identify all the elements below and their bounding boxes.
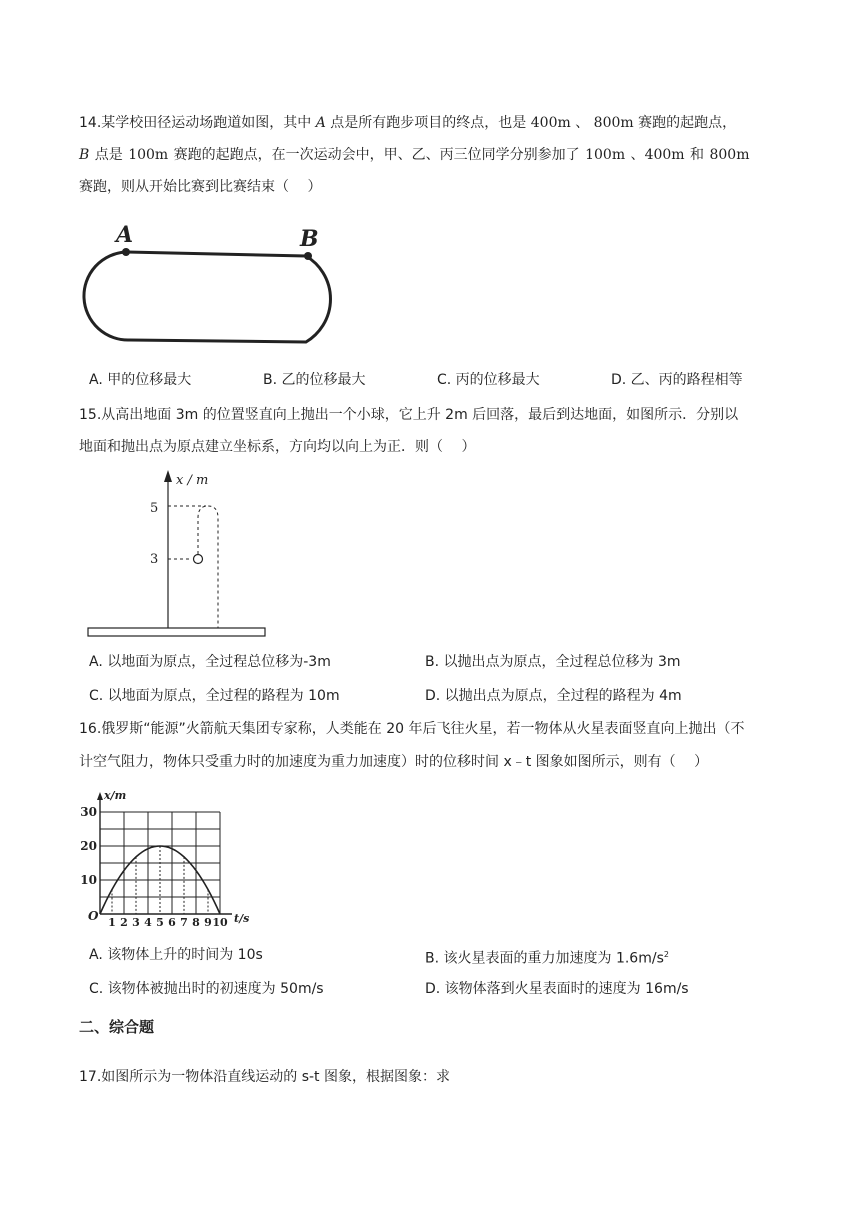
q16-option-d: D. 该物体落到火星表面时的速度为 16m/s xyxy=(425,981,689,997)
y-tick-10: 10 xyxy=(80,873,97,887)
x-tick-2: 2 xyxy=(120,916,128,929)
q14-line-1: 14.某学校田径运动场跑道如图，其中 A 点是所有跑步项目的终点，也是 400m 、 800m 赛跑的起跑点， xyxy=(79,115,737,131)
q14-line-3: 赛跑，则从开始比赛到比赛结束（ ） xyxy=(79,179,322,195)
x-tick-8: 8 xyxy=(192,916,200,929)
q14-option-d: D. 乙、丙的路程相等 xyxy=(611,372,743,388)
q17-line-1: 17.如图所示为一物体沿直线运动的 s-t 图象，根据图象：求 xyxy=(79,1069,450,1085)
q15-line-2: 地面和抛出点为原点建立坐标系，方向均以向上为正．则（ ） xyxy=(79,439,476,455)
q16-line-2: 计空气阻力，物体只受重力时的加速度为重力加速度）时的位移时间 x﹣t 图象如图所示，则有（ ） xyxy=(79,754,709,770)
q16-option-c: C. 该物体被抛出时的初速度为 50m/s xyxy=(89,981,324,997)
axis-arrow-icon xyxy=(164,470,172,482)
q15-line-1: 15.从高出地面 3m 的位置竖直向上抛出一个小球，它上升 2m 后回落，最后到达地面，如图所示．分别以 xyxy=(79,407,739,423)
ball-path xyxy=(198,506,218,628)
q14-line-2: B 点是 100m 赛跑的起跑点，在一次运动会中，甲、乙、丙三位同学分别参加了 100m 、400m 和 800m xyxy=(79,147,750,163)
x-tick-5: 5 xyxy=(156,916,164,929)
section-title: 二、综合题 xyxy=(79,1018,155,1036)
track-diagram xyxy=(78,218,368,350)
label-b: B xyxy=(300,226,319,252)
axis-label: x / m xyxy=(176,473,209,488)
ground xyxy=(88,628,265,636)
origin-label: O xyxy=(88,909,99,923)
q14-option-a: A. 甲的位移最大 xyxy=(89,372,192,388)
x-tick-7: 7 xyxy=(180,916,188,929)
q16-option-a: A. 该物体上升的时间为 10s xyxy=(89,947,263,963)
x-tick-10: 10 xyxy=(212,916,228,929)
ball-throw-diagram xyxy=(84,466,270,640)
q14-option-c: C. 丙的位移最大 xyxy=(437,372,540,388)
x-tick-1: 1 xyxy=(108,916,116,929)
x-tick-3: 3 xyxy=(132,916,140,929)
y-axis-arrow-icon xyxy=(97,792,103,800)
q16-line-1: 16.俄罗斯“能源”火箭航天集团专家称，人类能在 20 年后飞往火星，若一物体从火星表面竖直向上抛出（不 xyxy=(79,721,745,737)
x-tick-6: 6 xyxy=(168,916,176,929)
tick-5-label: 5 xyxy=(150,501,159,516)
label-a: A xyxy=(116,222,134,248)
q15-option-b: B. 以抛出点为原点，全过程总位移为 3m xyxy=(425,654,681,670)
point-b xyxy=(304,252,312,260)
q15-option-d: D. 以抛出点为原点，全过程的路程为 4m xyxy=(425,688,682,704)
x-tick-4: 4 xyxy=(144,916,152,929)
y-axis-label: x/m xyxy=(104,789,127,802)
tick-3-label: 3 xyxy=(150,552,159,567)
q16-option-b: B. 该火星表面的重力加速度为 $1.6m/s^2$ xyxy=(425,950,669,967)
q14-option-b: B. 乙的位移最大 xyxy=(263,372,366,388)
xt-chart xyxy=(82,788,254,928)
x-tick-9: 9 xyxy=(204,916,212,929)
point-a xyxy=(122,248,130,256)
q15-option-a: A. 以地面为原点，全过程总位移为-3m xyxy=(89,654,331,670)
track-outline xyxy=(84,252,331,342)
y-tick-30: 30 xyxy=(80,805,97,819)
superscript-2: 2 xyxy=(663,950,669,959)
q15-option-c: C. 以地面为原点，全过程的路程为 10m xyxy=(89,688,340,704)
x-axis-label: t/s xyxy=(234,912,250,925)
y-tick-20: 20 xyxy=(80,839,97,853)
ball xyxy=(194,555,203,564)
